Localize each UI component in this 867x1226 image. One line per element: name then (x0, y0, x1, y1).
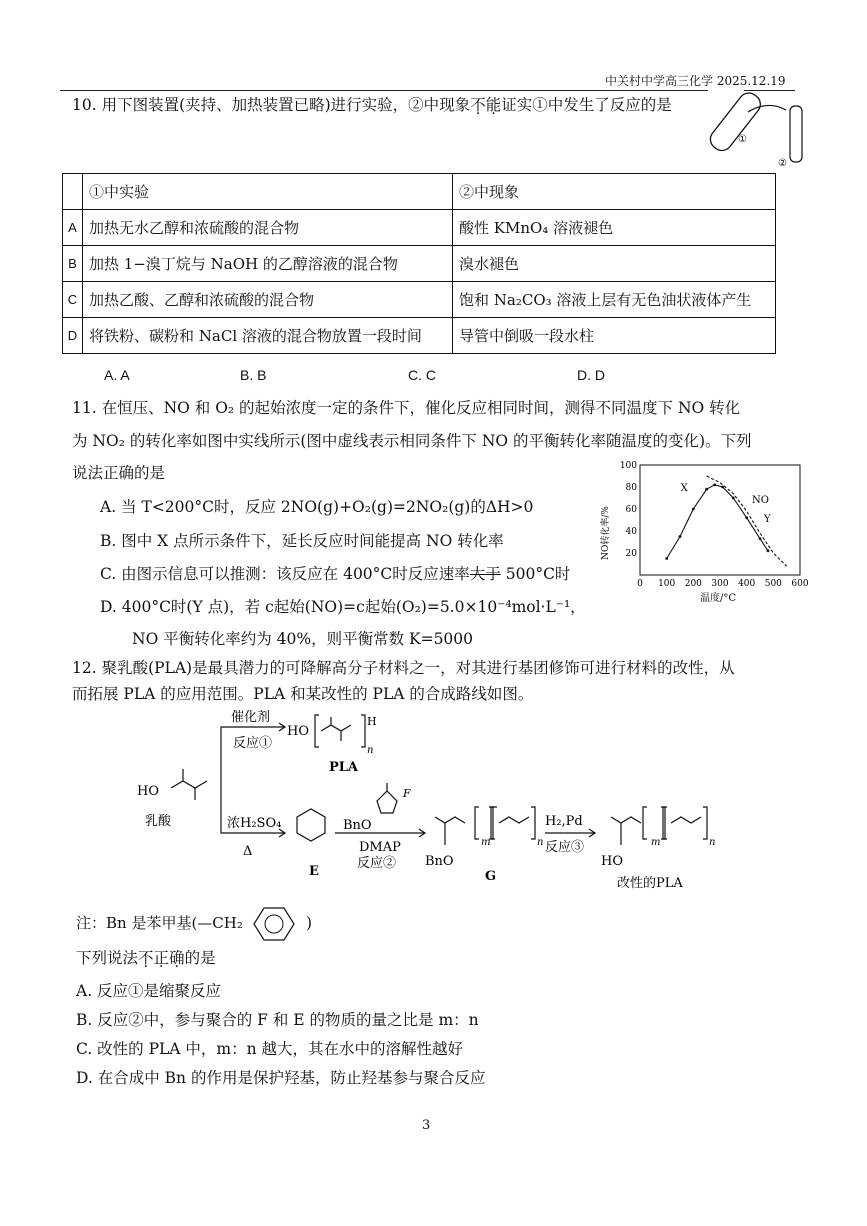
h2pd-label: H₂,Pd (545, 814, 583, 829)
pla-label: PLA (329, 760, 359, 775)
q12-line-2: 而拓展 PLA 的应用范围。PLA 和某改性的 PLA 的合成路线如图。 (72, 685, 534, 703)
q12-note-text: 注：Bn 是苯甲基(—CH₂ (76, 914, 243, 932)
mod-n: n (709, 837, 716, 848)
q11-line-3: 说法正确的是 (72, 464, 166, 482)
g-bno: BnO (425, 854, 454, 869)
dmap-label: DMAP (359, 840, 401, 855)
x-tick-label: 300 (711, 579, 729, 589)
g-label: G (485, 869, 497, 884)
q10-stem-a: 10. 用下图装置(夹持、加热装置已略)进行实验，②中现象 (72, 96, 471, 114)
data-point (665, 557, 668, 560)
header-rule (60, 90, 795, 91)
q11-option-b: B. 图中 X 点所示条件下，延长反应时间能提高 NO 转化率 (100, 532, 504, 550)
mod-bracket-4 (703, 807, 707, 839)
q10-stem-b: 证实①中发生了反应的是 (501, 96, 672, 114)
y-tick-label: 40 (625, 527, 637, 537)
ring-e (297, 809, 325, 841)
modified-pla-label: 改性的PLA (617, 876, 683, 891)
table-row (63, 246, 776, 282)
q11-option-d: D. 400°C时(Y 点)，若 c起始(NO)=c起始(O₂)=5.0×10⁻⁴mol·L⁻¹， (100, 598, 586, 616)
row-obs: 酸性 KMnO₄ 溶液褪色 (453, 210, 776, 246)
e-label: E (309, 864, 319, 879)
q11-line-2: 为 NO₂ 的转化率如图中实线所示(图中虚线表示相同条件下 NO 的平衡转化率随温度的变化)。下列 (72, 432, 752, 450)
chart-xlabel: 温度/°C (699, 593, 737, 604)
q10-stem (72, 95, 672, 115)
table-row (63, 210, 776, 246)
q10-table (62, 173, 776, 354)
reaction1-label: 反应① (233, 736, 273, 751)
g-bracket-4 (531, 807, 535, 839)
lactic-acid-ho: HO (137, 784, 159, 799)
q12-question-b: 的是 (184, 949, 216, 967)
lactic-acid-skeleton (171, 781, 207, 788)
mod-m: m (651, 837, 661, 848)
table-header-obs: ②中现象 (453, 174, 776, 210)
receiving-tube (790, 106, 802, 162)
table-row (63, 282, 776, 318)
pla-n: n (367, 745, 374, 756)
g-n: n (537, 837, 544, 848)
q12-option-b: B. 反应②中，参与聚合的 F 和 E 的物质的量之比是 m：n (76, 1011, 479, 1029)
table-corner (63, 174, 83, 210)
mod-backbone-2 (671, 817, 701, 823)
mod-backbone-1 (611, 817, 641, 823)
x-tick-label: 200 (684, 579, 702, 589)
q12-line-1: 12. 聚乳酸(PLA)是最具潜力的可降解高分子材料之一，对其进行基团修饰可进行材料的改性，从 (72, 659, 735, 677)
q12-note-end: ) (306, 914, 313, 932)
apparatus-diagram (708, 90, 808, 170)
data-point (713, 483, 716, 486)
row-obs: 溴水褪色 (453, 246, 776, 282)
q12-note (76, 913, 243, 933)
table-header-exp: ①中实验 (83, 174, 453, 210)
x-tick-label: 500 (764, 579, 782, 589)
chart-axes (640, 465, 800, 575)
heat-label: Δ (243, 844, 253, 859)
g-backbone-1 (435, 817, 465, 823)
mod-ho: HO (601, 854, 623, 869)
q11-chart (600, 455, 810, 605)
data-point (692, 508, 695, 511)
data-point (759, 537, 762, 540)
x-tick-label: 0 (637, 579, 643, 589)
f-label: F (403, 787, 411, 800)
page-number: 3 (422, 1118, 431, 1133)
table-row (63, 318, 776, 354)
data-point (745, 516, 748, 519)
data-point (721, 486, 724, 489)
benzene-ring-icon (244, 905, 304, 943)
q12-reaction-scheme (135, 705, 735, 900)
g-bracket-1 (475, 807, 479, 839)
q10-option-b: B. B (240, 367, 267, 383)
g-m: m (481, 837, 491, 848)
delivery-tube (748, 105, 786, 112)
q12-option-a: A. 反应①是缩聚反应 (76, 982, 222, 1000)
q12-question-a: 下列说法 (76, 949, 139, 967)
pla-bracket-left (315, 715, 319, 747)
header-text: 中关村中学高三化学 2025.12.19 (605, 74, 786, 88)
q12-question-dot-3: 确 (169, 949, 185, 967)
apparatus-label-1: ① (738, 134, 747, 145)
q11-option-c (100, 564, 570, 584)
catalyst-label: 催化剂 (231, 710, 271, 725)
y-tick-label: 80 (625, 483, 637, 493)
q12-question (76, 948, 216, 968)
row-label: A (63, 210, 83, 246)
q12-question-dot-2: 正 (153, 949, 170, 967)
chart-ticks (620, 461, 809, 589)
pla-ho: HO (287, 724, 309, 739)
q12-option-d: D. 在合成中 Bn 的作用是保护羟基，防止羟基参与聚合反应 (76, 1069, 486, 1087)
y-tick-label: 100 (619, 461, 637, 471)
apparatus-label-2: ② (778, 158, 787, 169)
f-bno: BnO (343, 818, 372, 833)
q11-option-d-2: NO 平衡转化率约为 40%，则平衡常数 K=5000 (132, 630, 474, 648)
apparatus-mask (708, 90, 744, 170)
data-point (732, 497, 735, 500)
x-tick-label: 600 (791, 579, 809, 589)
data-point (767, 549, 770, 552)
reaction2-label: 反应② (357, 856, 397, 871)
chart-frame (640, 465, 800, 575)
row-label: C (63, 282, 83, 318)
q11-option-c-strike: 大于 (469, 565, 501, 583)
conc-h2so4-label: 浓H₂SO₄ (227, 816, 282, 831)
chart-point-y-label: Y (764, 513, 771, 525)
row-label: B (63, 246, 83, 282)
y-tick-label: 60 (625, 505, 637, 515)
x-tick-label: 400 (738, 579, 756, 589)
q10-stem-dot-2: 能 (485, 96, 502, 114)
row-obs: 饱和 Na₂CO₃ 溶液上层有无色油状液体产生 (453, 282, 776, 318)
table-header-row (63, 174, 776, 210)
y-tick-label: 20 (625, 549, 637, 559)
row-label: D (63, 318, 83, 354)
q12-option-c: C. 改性的 PLA 中，m：n 越大，其在水中的溶解性越好 (76, 1040, 464, 1058)
q10-option-d: D. D (577, 367, 605, 383)
q10-option-a: A. A (104, 367, 130, 383)
q11-option-c-b: 500°C时 (500, 565, 571, 583)
x-tick-label: 100 (658, 579, 676, 589)
lactic-acid-label: 乳酸 (145, 814, 172, 829)
q10-option-c: C. C (408, 367, 436, 383)
row-exp: 加热乙酸、乙醇和浓硫酸的混合物 (83, 282, 453, 318)
row-obs: 导管中倒吸一段水柱 (453, 318, 776, 354)
q11-option-c-a: C. 由图示信息可以推测：该反应在 400°C时反应速率 (100, 565, 470, 583)
q11-option-a: A. 当 T<200°C时，反应 2NO(g)+O₂(g)=2NO₂(g)的ΔH>0 (100, 498, 534, 516)
ring-f (377, 791, 397, 813)
reaction3-label: 反应③ (545, 840, 585, 855)
q11-line-1: 11. 在恒压、NO 和 O₂ 的起始浓度一定的条件下，催化反应相同时间，测得不同温度下 NO 转化 (72, 399, 741, 417)
equilibrium-curve (707, 476, 787, 566)
chart-point-x-label: X (680, 483, 688, 495)
data-point (679, 535, 682, 538)
row-exp: 加热无水乙醇和浓硫酸的混合物 (83, 210, 453, 246)
q10-stem-dot-1: 不 (470, 96, 486, 114)
g-backbone-2 (499, 817, 529, 823)
chart-no-label: NO (752, 494, 769, 506)
pla-h: H (367, 715, 377, 728)
pla-backbone (321, 725, 351, 731)
row-exp: 将铁粉、碳粉和 NaCl 溶液的混合物放置一段时间 (83, 318, 453, 354)
chart-ylabel: NO转化率/% (601, 506, 611, 560)
mod-bracket-1 (643, 807, 647, 839)
data-point (705, 488, 708, 491)
q12-question-dot-1: 不 (138, 949, 154, 967)
pla-bracket-right (361, 715, 365, 747)
row-exp: 加热 1−溴丁烷与 NaOH 的乙醇溶液的混合物 (83, 246, 453, 282)
